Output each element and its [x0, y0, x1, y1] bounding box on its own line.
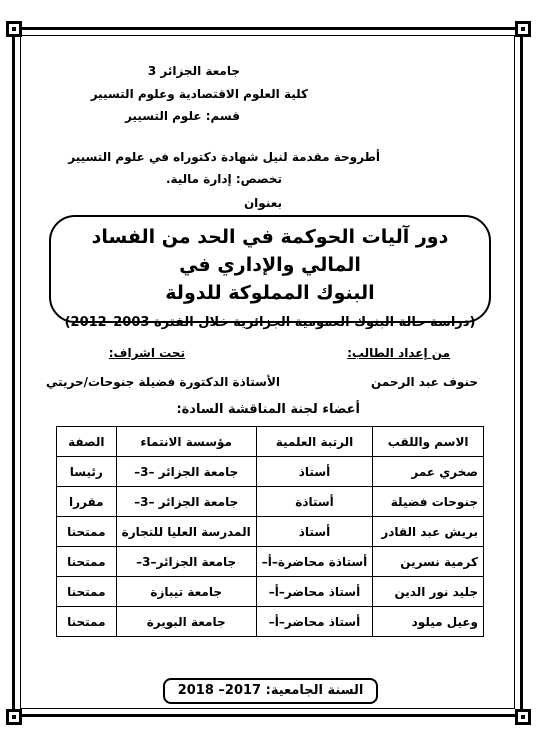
- corner-ornament-top-right: [515, 21, 531, 37]
- table-row: [57, 547, 484, 577]
- member-role: ممتحنا: [57, 607, 117, 637]
- table-row: [57, 607, 484, 637]
- member-role: ممتحنا: [57, 547, 117, 577]
- table-row: [57, 457, 484, 487]
- member-name: جليد نور الدين: [373, 577, 484, 607]
- student-name: حنوف عبد الرحمن: [371, 375, 478, 389]
- member-name: صخري عمر: [373, 457, 484, 487]
- member-rank: أستاذة: [256, 487, 373, 517]
- column-header-name: الاسم واللقب: [373, 427, 484, 457]
- faculty-name: كلية العلوم الاقتصادية وعلوم التسيير: [90, 87, 308, 101]
- member-role: رئيسا: [57, 457, 117, 487]
- department-name: قسم: علوم التسيير: [124, 109, 240, 123]
- thesis-title-line-1: دور آليات الحوكمة في الحد من الفساد المالي والإداري في: [91, 226, 449, 276]
- supervisor-name: الأستاذة الدكتورة فضيلة جنوحات/حريتي: [45, 375, 280, 389]
- corner-ornament-bottom-left: [6, 709, 22, 725]
- supervisor-label: تحت اشراف:: [108, 346, 185, 360]
- member-rank: أستاذ محاضر–أ–: [256, 577, 373, 607]
- thesis-title-line-2: البنوك المملوكة للدولة: [165, 282, 375, 304]
- member-rank: أستاذة محاضرة–أ–: [256, 547, 373, 577]
- thesis-purpose: أطروحة مقدمة لنيل شهادة دكتوراه في علوم التسيير: [68, 150, 380, 164]
- member-role: ممتحنا: [57, 517, 117, 547]
- column-header-role: الصفة: [57, 427, 117, 457]
- committee-heading: أعضاء لجنة المناقشة السادة:: [176, 402, 360, 417]
- student-label: من إعداد الطالب:: [347, 346, 450, 360]
- member-name: بريش عبد القادر: [373, 517, 484, 547]
- corner-ornament-bottom-right: [515, 709, 531, 725]
- column-header-institution: مؤسسة الانتماء: [116, 427, 256, 457]
- table-row: [57, 577, 484, 607]
- member-role: مقررا: [57, 487, 117, 517]
- column-header-rank: الرتبة العلمية: [256, 427, 373, 457]
- member-role: ممتحنا: [57, 577, 117, 607]
- member-institution: المدرسة العليا للتجارة: [116, 517, 256, 547]
- member-institution: جامعة البويرة: [116, 607, 256, 637]
- member-institution: جامعة الجزائر –3–: [116, 457, 256, 487]
- member-institution: جامعة تيبازة: [116, 577, 256, 607]
- table-row: [57, 487, 484, 517]
- thesis-subtitle: (دراسة حالة البنوك العمومية الجزائرية خلال الفترة 2003–2012): [64, 315, 476, 330]
- title-label: بعنوان: [243, 196, 282, 210]
- member-institution: جامعة الجزائر–3–: [116, 547, 256, 577]
- member-rank: أستاذ: [256, 457, 373, 487]
- corner-ornament-top-left: [6, 21, 22, 37]
- member-institution: جامعة الجزائر –3–: [116, 487, 256, 517]
- thesis-title-box: [49, 215, 491, 330]
- member-rank: أستاذ: [256, 517, 373, 547]
- committee-table: [56, 426, 484, 637]
- member-name: كرمية نسرين: [373, 547, 484, 577]
- academic-year: السنة الجامعية: 2017– 2018: [163, 678, 378, 704]
- university-name: جامعة الجزائر 3: [147, 64, 240, 78]
- member-rank: أستاذ محاضر–أ–: [256, 607, 373, 637]
- thesis-specialty: تخصص: إدارة مالية.: [165, 172, 282, 186]
- member-name: جنوحات فضيلة: [373, 487, 484, 517]
- table-header-row: [57, 427, 484, 457]
- member-name: وعيل ميلود: [373, 607, 484, 637]
- table-row: [57, 517, 484, 547]
